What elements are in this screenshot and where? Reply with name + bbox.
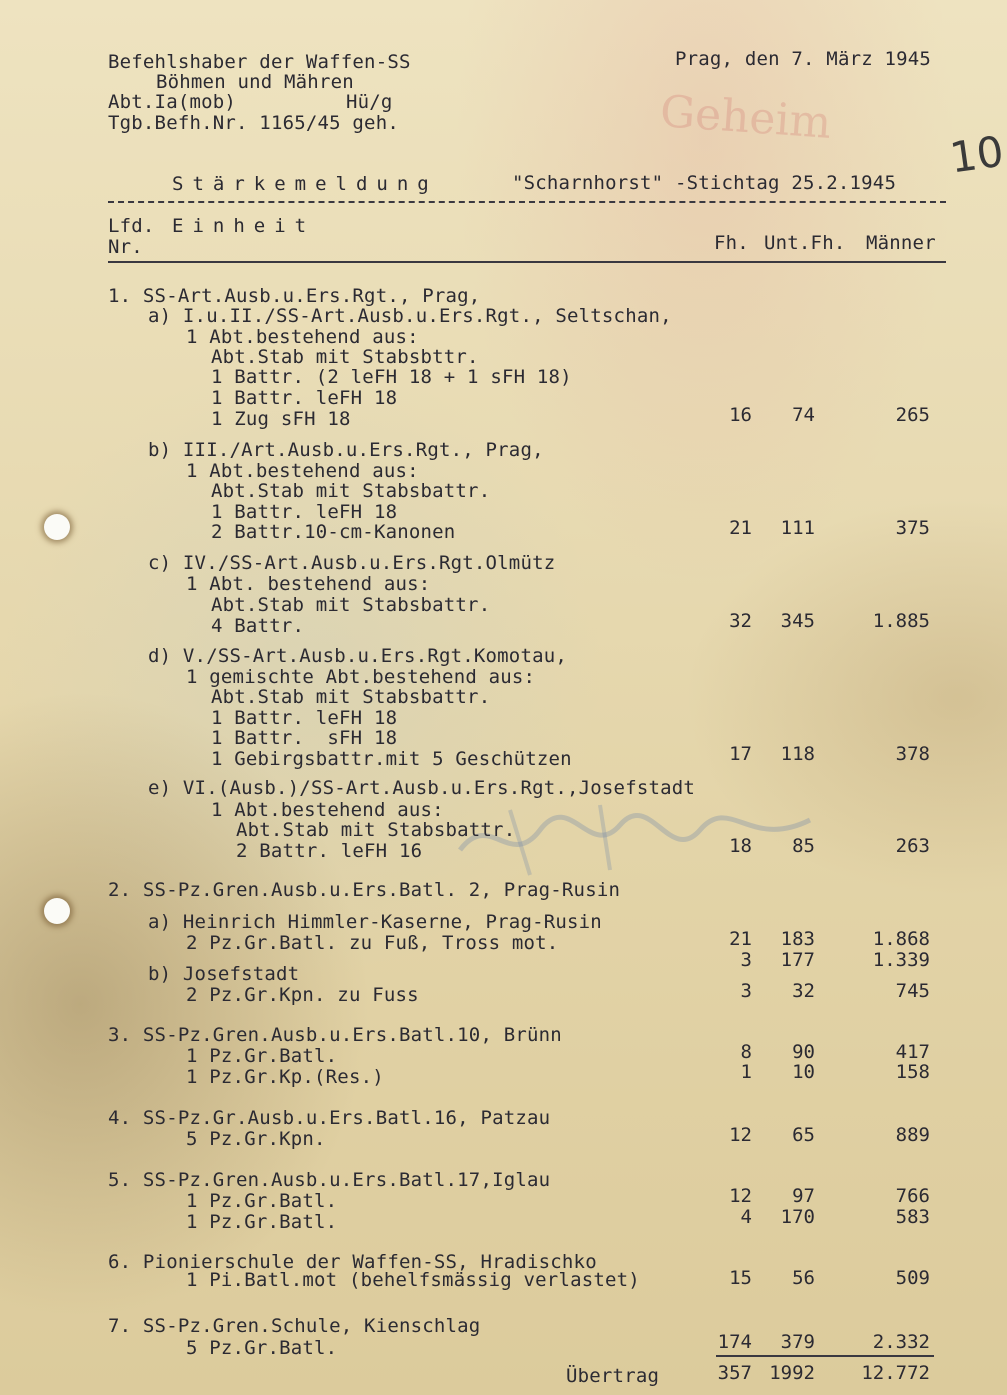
entry-2-title: 2. SS-Pz.Gren.Ausb.u.Ers.Batl. 2, Prag-Rusin	[108, 879, 621, 901]
entry-1b-line: Abt.Stab mit Stabsbattr.	[211, 480, 491, 502]
untfh-value: 177	[780, 949, 815, 971]
sender-line-4: Tgb.Befh.Nr. 1165/45 geh.	[108, 112, 399, 134]
maenner-value: 2.332	[872, 1331, 930, 1353]
entry-7-line: 5 Pz.Gr.Batl.	[186, 1337, 338, 1359]
sender-line-2: Böhmen und Mähren	[156, 71, 354, 93]
entry-1a-line: Abt.Stab mit Stabsbttr.	[211, 346, 479, 368]
entry-4-line: 5 Pz.Gr.Kpn.	[186, 1128, 326, 1150]
untfh-value: 65	[792, 1124, 815, 1146]
entry-1c-line: c) IV./SS-Art.Ausb.u.Ers.Rgt.Olmütz	[148, 552, 556, 574]
sender-line-1: Befehlshaber der Waffen-SS	[108, 51, 411, 73]
entry-1e-line: 1 Abt.bestehend aus:	[211, 799, 444, 821]
entry-1d-line: d) V./SS-Art.Ausb.u.Ers.Rgt.Komotau,	[148, 645, 568, 667]
entry-1-title: 1. SS-Art.Ausb.u.Ers.Rgt., Prag,	[108, 285, 481, 307]
entry-2a-line: 2 Pz.Gr.Batl. zu Fuß, Tross mot.	[186, 932, 559, 954]
entry-2a-line: a) Heinrich Himmler-Kaserne, Prag-Rusin	[148, 911, 602, 933]
col-untfh: Unt.Fh.	[764, 232, 846, 254]
untfh-value: 32	[792, 980, 815, 1002]
entry-1e-line: Abt.Stab mit Stabsbattr.	[236, 819, 516, 841]
fh-value: 3	[740, 949, 752, 971]
carry-over-untfh: 1992	[769, 1362, 815, 1384]
maenner-value: 417	[895, 1041, 930, 1063]
col-fh: Fh.	[714, 232, 749, 254]
entry-1d-line: 1 Battr. sFH 18	[211, 727, 398, 749]
title-main: "Scharnhorst" -Stichtag 25.2.1945	[512, 172, 897, 194]
maenner-value: 158	[895, 1061, 930, 1083]
sender-line-3: Abt.Ia(mob)	[108, 91, 237, 113]
maenner-value: 263	[895, 835, 930, 857]
carry-over-maenner: 12.772	[861, 1362, 930, 1384]
entry-1b-line: 2 Battr.10-cm-Kanonen	[211, 521, 456, 543]
untfh-value: 379	[780, 1331, 815, 1353]
maenner-value: 1.885	[872, 610, 930, 632]
place-date: Prag, den 7. März 1945	[675, 48, 932, 70]
entry-6-title: 6. Pionierschule der Waffen-SS, Hradischko	[108, 1251, 597, 1273]
fh-value: 8	[740, 1041, 752, 1063]
entry-1a-line: 1 Abt.bestehend aus:	[186, 326, 419, 348]
untfh-value: 97	[792, 1185, 815, 1207]
entry-4-title: 4. SS-Pz.Gr.Ausb.u.Ers.Batl.16, Patzau	[108, 1107, 551, 1129]
entry-1d-line: 1 gemischte Abt.bestehend aus:	[186, 666, 536, 688]
fh-value: 16	[729, 404, 752, 426]
maenner-value: 375	[895, 517, 930, 539]
col-lfd: Lfd.	[108, 215, 155, 237]
untfh-value: 74	[792, 404, 815, 426]
entry-1a-line: 1 Zug sFH 18	[211, 408, 351, 430]
entry-1d-line: Abt.Stab mit Stabsbattr.	[211, 686, 491, 708]
title-prefix: Stärkemeldung	[172, 173, 438, 195]
maenner-value: 745	[895, 980, 930, 1002]
entry-1e-line: 2 Battr. leFH 16	[236, 840, 423, 862]
entry-1a-line: 1 Battr. (2 leFH 18 + 1 sFH 18)	[211, 366, 572, 388]
entry-1a-line: a) I.u.II./SS-Art.Ausb.u.Ers.Rgt., Seltschan,	[148, 305, 672, 327]
entry-2b-line: 2 Pz.Gr.Kpn. zu Fuss	[186, 984, 419, 1006]
maenner-value: 766	[895, 1185, 930, 1207]
entry-5-line: 1 Pz.Gr.Batl.	[186, 1190, 338, 1212]
untfh-value: 345	[780, 610, 815, 632]
untfh-value: 111	[780, 517, 815, 539]
maenner-value: 1.868	[872, 928, 930, 950]
entry-1b-line: 1 Abt.bestehend aus:	[186, 460, 419, 482]
header-rule	[108, 261, 946, 263]
maenner-value: 889	[895, 1124, 930, 1146]
fh-value: 12	[729, 1185, 752, 1207]
untfh-value: 90	[792, 1041, 815, 1063]
untfh-value: 170	[780, 1206, 815, 1228]
punch-hole-upper	[44, 514, 70, 540]
maenner-value: 509	[895, 1267, 930, 1289]
entry-1c-line: 1 Abt. bestehend aus:	[186, 573, 431, 595]
col-nr: Nr.	[108, 236, 143, 258]
entry-1e-line: e) VI.(Ausb.)/SS-Art.Ausb.u.Ers.Rgt.,Josefstadt	[148, 777, 696, 799]
title-dashed-rule	[108, 201, 946, 203]
secret-stamp: Geheim	[658, 86, 833, 149]
entry-1b-line: b) III./Art.Ausb.u.Ers.Rgt., Prag,	[148, 439, 544, 461]
entry-3-line: 1 Pz.Gr.Batl.	[186, 1045, 338, 1067]
entry-5-title: 5. SS-Pz.Gren.Ausb.u.Ers.Batl.17,Iglau	[108, 1169, 551, 1191]
page-number: 10	[946, 126, 1007, 183]
entry-5-line: 1 Pz.Gr.Batl.	[186, 1211, 338, 1233]
fh-value: 32	[729, 610, 752, 632]
fh-value: 1	[740, 1061, 752, 1083]
sum-underline	[716, 1355, 934, 1357]
untfh-value: 85	[792, 835, 815, 857]
entry-1d-line: 1 Battr. leFH 18	[211, 707, 398, 729]
entry-1a-line: 1 Battr. leFH 18	[211, 387, 398, 409]
carry-over-label: Übertrag	[566, 1365, 660, 1387]
entry-1b-line: 1 Battr. leFH 18	[211, 501, 398, 523]
entry-1c-line: Abt.Stab mit Stabsbattr.	[211, 594, 491, 616]
fh-value: 12	[729, 1124, 752, 1146]
fh-value: 174	[717, 1331, 752, 1353]
punch-hole-lower	[44, 898, 70, 924]
col-maenner: Männer	[866, 232, 936, 254]
entry-3-line: 1 Pz.Gr.Kp.(Res.)	[186, 1066, 384, 1088]
maenner-value: 583	[895, 1206, 930, 1228]
entry-7-title: 7. SS-Pz.Gren.Schule, Kienschlag	[108, 1315, 481, 1337]
fh-value: 4	[740, 1206, 752, 1228]
entry-2b-line: b) Josefstadt	[148, 963, 300, 985]
untfh-value: 118	[780, 743, 815, 765]
maenner-value: 378	[895, 743, 930, 765]
entry-1c-line: 4 Battr.	[211, 615, 305, 637]
fh-value: 15	[729, 1267, 752, 1289]
entry-1d-line: 1 Gebirgsbattr.mit 5 Geschützen	[211, 748, 572, 770]
maenner-value: 1.339	[872, 949, 930, 971]
fh-value: 18	[729, 835, 752, 857]
carry-over-fh: 357	[717, 1362, 752, 1384]
untfh-value: 183	[780, 928, 815, 950]
fh-value: 17	[729, 743, 752, 765]
maenner-value: 265	[895, 404, 930, 426]
fh-value: 3	[740, 980, 752, 1002]
fh-value: 21	[729, 517, 752, 539]
entry-6-line: 1 Pi.Batl.mot (behelfsmässig verlastet)	[186, 1269, 640, 1291]
untfh-value: 56	[792, 1267, 815, 1289]
initials: Hü/g	[346, 91, 393, 113]
entry-3-title: 3. SS-Pz.Gren.Ausb.u.Ers.Batl.10, Brünn	[108, 1024, 562, 1046]
col-einheit: Einheit	[172, 215, 316, 237]
fh-value: 21	[729, 928, 752, 950]
untfh-value: 10	[792, 1061, 815, 1083]
